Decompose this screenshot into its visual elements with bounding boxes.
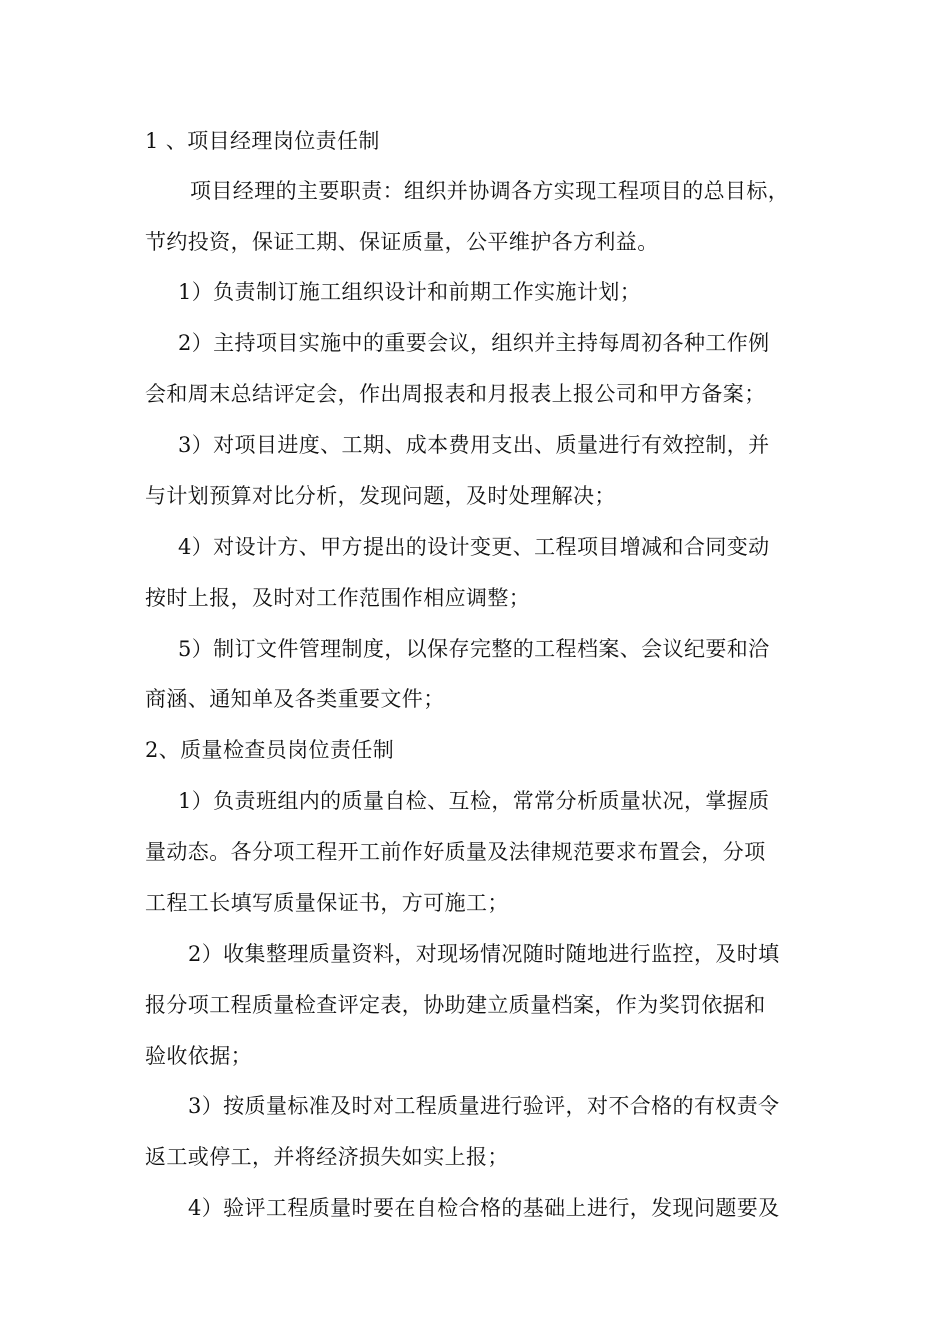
- list-item-line: 4）验评工程质量时要在自检合格的基础上进行，发现问题要及: [188, 1196, 780, 1220]
- list-item-line: 4）对设计方、甲方提出的设计变更、工程项目增减和合同变动: [178, 535, 770, 559]
- list-item-line: 5）制订文件管理制度，以保存完整的工程档案、会议纪要和洽: [178, 637, 770, 661]
- paragraph-line: 与计划预算对比分析，发现问题，及时处理解决；: [145, 484, 616, 508]
- paragraph-line: 量动态。各分项工程开工前作好质量及法律规范要求布置会，分项: [145, 840, 766, 864]
- paragraph-line: 报分项工程质量检查评定表，协助建立质量档案，作为奖罚依据和: [145, 993, 766, 1017]
- list-item-line: 2）主持项目实施中的重要会议，组织并主持每周初各种工作例: [178, 331, 770, 355]
- paragraph-line: 会和周末总结评定会，作出周报表和月报表上报公司和甲方备案；: [145, 382, 766, 406]
- paragraph-line: 节约投资，保证工期、保证质量，公平维护各方利益。: [145, 230, 659, 254]
- paragraph-line: 返工或停工，并将经济损失如实上报；: [145, 1145, 509, 1169]
- paragraph-line: 项目经理的主要职责：组织并协调各方实现工程项目的总目标，: [190, 179, 790, 203]
- paragraph-line: 工程工长填写质量保证书，方可施工；: [145, 891, 509, 915]
- list-item-line: 2）收集整理质量资料，对现场情况随时随地进行监控，及时填: [188, 942, 780, 966]
- list-item-line: 3）按质量标准及时对工程质量进行验评，对不合格的有权责令: [188, 1094, 780, 1118]
- list-item-line: 1）负责制订施工组织设计和前期工作实施计划；: [178, 280, 642, 304]
- paragraph-line: 验收依据；: [145, 1044, 252, 1068]
- list-item-line: 3）对项目进度、工期、成本费用支出、质量进行有效控制，并: [178, 433, 770, 457]
- paragraph-line: 按时上报，及时对工作范围作相应调整；: [145, 586, 531, 610]
- section-heading: 2、质量检查员岗位责任制: [145, 738, 395, 762]
- section-heading: 1 、项目经理岗位责任制: [145, 129, 380, 153]
- list-item-line: 1）负责班组内的质量自检、互检，常常分析质量状况，掌握质: [178, 789, 770, 813]
- paragraph-line: 商涵、通知单及各类重要文件；: [145, 687, 445, 711]
